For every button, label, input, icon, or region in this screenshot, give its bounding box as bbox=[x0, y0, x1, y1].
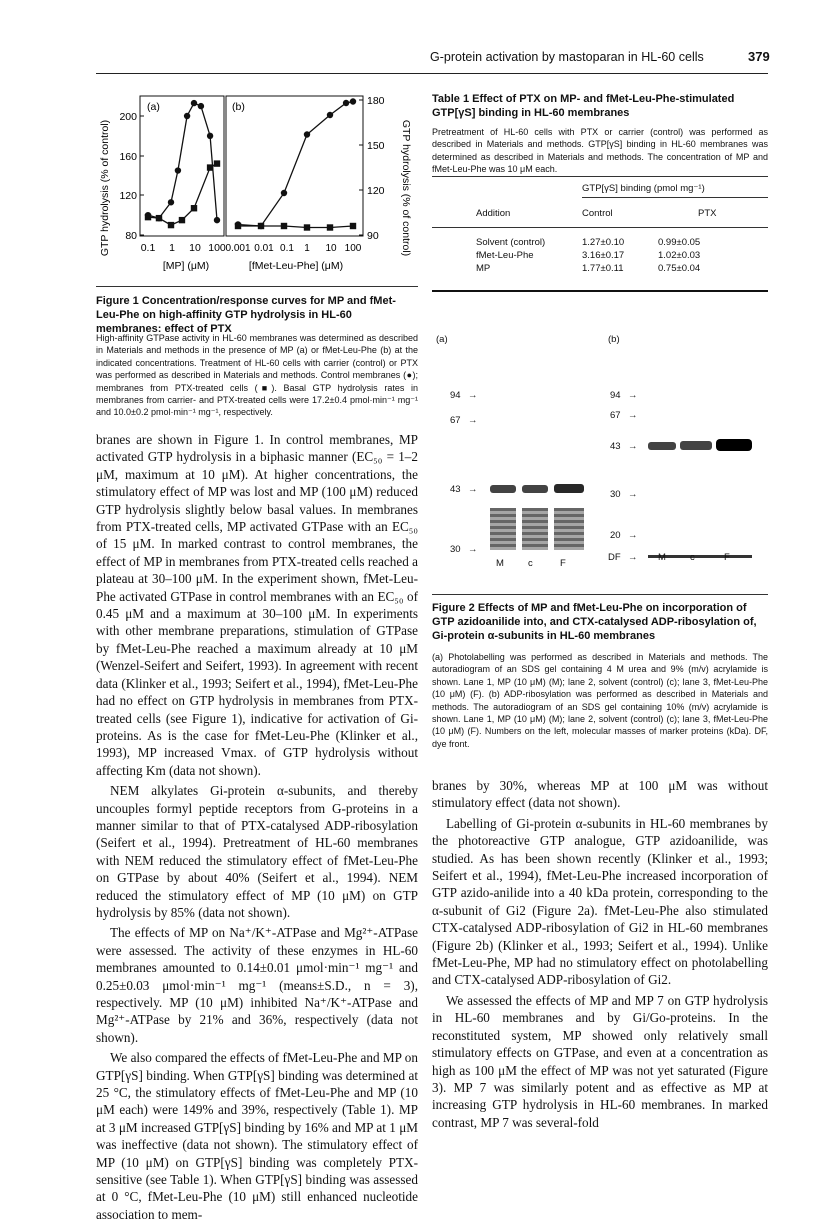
fig2b-marker: 30 bbox=[610, 489, 621, 500]
fig1b-point-control bbox=[350, 98, 356, 104]
fig2b-marker: 43 bbox=[610, 441, 621, 452]
table1-col-header: PTX bbox=[697, 208, 717, 219]
fig2a-arrow: → bbox=[468, 390, 478, 401]
fig1a-ytick: 160 bbox=[119, 151, 137, 163]
header-rule bbox=[96, 73, 768, 74]
fig2b-lane-label: c bbox=[690, 552, 695, 563]
right-column bbox=[432, 777, 768, 1131]
page-number: 379 bbox=[748, 49, 770, 64]
fig2b-panel-label: (b) bbox=[608, 334, 620, 345]
fig1a-point-ptx bbox=[179, 217, 185, 223]
fig2a-marker: 94 bbox=[450, 390, 461, 401]
fig1a-point-control bbox=[175, 167, 181, 173]
table1-cell: 0.99±0.05 bbox=[658, 237, 701, 248]
fig2-caption-title: Figure 2 Effects of MP and fMet-Leu-Phe on incorporation of GTP azidoanilide into, and CTX-catalysed ADP-ribosylation of, Gi-protein α-subunits in HL-60 membranes bbox=[432, 602, 757, 642]
fig2b-marker: DF bbox=[608, 552, 621, 563]
table1-span-header: GTP[γS] binding (pmol mg⁻¹) bbox=[582, 183, 768, 198]
fig1a-point-ptx bbox=[191, 205, 197, 211]
fig1b-point-control bbox=[281, 190, 287, 196]
table1-cell: 1.02±0.03 bbox=[658, 250, 701, 261]
fig1a-xtick: 100 bbox=[208, 242, 226, 254]
fig1b-panel-label: (b) bbox=[232, 101, 245, 113]
fig2b-lane-label: M bbox=[658, 552, 666, 563]
fig1b-series-line-control bbox=[238, 102, 353, 227]
fig1b-ytick: 90 bbox=[367, 230, 379, 242]
fig1a-point-control bbox=[198, 103, 204, 109]
fig2-caption-rule bbox=[432, 594, 768, 595]
gel-b bbox=[644, 390, 756, 560]
fig1b-xticks bbox=[225, 243, 361, 254]
fig2a-panel-label: (a) bbox=[436, 334, 448, 345]
fig1-caption-rule bbox=[96, 286, 418, 287]
fig2a-lane-label: M bbox=[496, 558, 504, 569]
table-row bbox=[432, 236, 768, 249]
fig2a-lane-label: c bbox=[528, 558, 533, 569]
left-column bbox=[96, 431, 418, 1223]
table1 bbox=[432, 176, 768, 275]
gel-a bbox=[484, 390, 590, 560]
fig1-ylabel-right: GTP hydrolysis (% of control) bbox=[400, 119, 412, 257]
fig2-caption-body: (a) Photolabelling was performed as described in Materials and methods. The autoradiogram of an SDS gel containing 4 M urea and 9% (m/v) acrylamide is shown. Lane 1, MP (10 μM) (M); lane 2, solvent (control) (c); lane 3, fMet-Leu-Phe (10 μM) (F). (b) ADP-ribosylation was performed as described in Materials and methods. The autoradiogram of an SDS gel containing 10% (m/v) acrylamide is shown. Lane 1, MP (10 μM) (M); lane 2, solvent (control) (c); lane 3, fMet-Leu-Phe (10 μM) (F). Numbers on the left, molecular masses of marker proteins (kDa). DF, dye front. bbox=[432, 652, 768, 749]
fig2a-arrow: → bbox=[468, 415, 478, 426]
fig1b-xtick: 10 bbox=[325, 243, 337, 254]
fig1a-point-control bbox=[214, 217, 220, 223]
fig1a-ytick: 120 bbox=[119, 190, 137, 202]
left-paragraph: We also compared the effects of fMet-Leu-Phe and MP on GTP[γS] binding. When GTP[γS] binding was determined at 25 °C, the stimulatory effects of fMet-Leu-Phe and MP (10 μM each) were 149% and 39%, respectively (Table 1). MP at 3 μM increased GTP[γS] binding by 16% and MP at 1 μM was ineffective (data not shown). The stimulatory effect of MP (10 μM) on GTP[γS] binding was completely PTX-sensitive (see Table 1). When GTP[γS] binding was assessed at 0 °C, fMet-Leu-Phe (10 μM) still enhanced nucleotide association to mem- bbox=[96, 1050, 418, 1222]
fig1b-series-line-ptx bbox=[238, 226, 353, 228]
table1-cell: 0.75±0.04 bbox=[658, 263, 701, 274]
fig1a-xticks bbox=[141, 242, 226, 254]
table1-note: Pretreatment of HL-60 cells with PTX or carrier (control) was performed as described in Materials and methods. GTP[γS] binding in HL-60 membranes was determined as described in Materials and methods. The concentration of MP and fMet-Leu-Phe was 10 μM each. bbox=[432, 127, 768, 175]
fig1a-point-ptx bbox=[168, 222, 174, 228]
fig1a-xtick: 10 bbox=[189, 242, 201, 254]
fig1b-point-ptx bbox=[304, 224, 310, 230]
fig1-caption-body: High-affinity GTPase activity in HL-60 membranes was determined as described in Materials and methods in the presence of MP (a) or fMet-Leu-Phe (b) at the indicated concentrations. Treatment of HL-60 cells with carrier (control) or PTX was performed as described in Materials and methods. Control membranes (●); membranes from PTX-treated cells (■). Basal GTP hydrolysis rates in membranes from carrier- and PTX-treated cells were 17.2±0.4 pmol·min⁻¹ mg⁻¹ and 10.0±0.2 pmol·min⁻¹ mg⁻¹, respectively. bbox=[96, 333, 418, 418]
fig1b-point-ptx bbox=[327, 224, 333, 230]
table1-cell: 1.77±0.11 bbox=[582, 263, 624, 274]
fig2b-arrow: → bbox=[628, 530, 638, 541]
fig1b-point-control bbox=[304, 131, 310, 137]
fig1a-point-ptx bbox=[156, 215, 162, 221]
fig2b-lane-label: F bbox=[724, 552, 730, 563]
fig2a-lane-label: F bbox=[560, 558, 566, 569]
table1-cell: Solvent (control) bbox=[476, 237, 546, 248]
fig2a-arrow: → bbox=[468, 484, 478, 495]
fig1b-point-ptx bbox=[235, 223, 241, 229]
fig1-caption-title: Figure 1 Concentration/response curves for MP and fMet-Leu-Phe on high-affinity GTP hydrolysis in HL-60 membranes: effect of PTX bbox=[96, 295, 396, 335]
fig1b-point-control bbox=[343, 100, 349, 106]
fig2a-marker: 67 bbox=[450, 415, 461, 426]
fig1a-point-control bbox=[207, 133, 213, 139]
table1-cell: MP bbox=[476, 263, 491, 274]
table1-cell: fMet-Leu-Phe bbox=[476, 250, 534, 261]
fig1-ylabel-left: GTP hydrolysis (% of control) bbox=[99, 119, 111, 257]
fig2b-marker: 94 bbox=[610, 390, 621, 401]
fig1a-point-ptx bbox=[207, 164, 213, 170]
fig2b-marker: 67 bbox=[610, 410, 621, 421]
fig1a-point-control bbox=[191, 100, 197, 106]
fig1b-point-ptx bbox=[258, 223, 264, 229]
fig1a-ytick: 200 bbox=[119, 111, 137, 123]
table1-col-header: Control bbox=[582, 208, 613, 219]
left-paragraph: branes are shown in Figure 1. In control membranes, MP activated GTP hydrolysis in a biphasic manner (EC₅₀ = 1–2 μM, maximum at 10 μM). At higher concentrations, the stimulatory effect of MP was lost and MP (100 μM) reduced GTP hydrolysis slightly below basal values. In membranes from PTX-treated cells, MP activated GTPase with an EC₅₀ of 15 μM. In marked contrast to control membranes, the effect of MP in membranes from PTX-treated cells reached a plateau at 30–100 μM. In the experiment shown, fMet-Leu-Phe activated GTPase in control membranes with an EC₅₀ of 0.45 μM and a maximum at 30–100 μM. In experiments with other membrane preparations, stimulation of GTPase by fMet-Leu-Phe reached a maximum already at 10 μM (Wenzel-Seifert and Seifert, 1993). In agreement with recent data (Klinker et al., 1993; Seifert et al., 1994), fMet-Leu-Phe had no effect on GTP hydrolysis in membranes from PTX-treated cells (see Figure 1), indicative for activation of Gi-proteins. As is the case for fMet-Leu-Phe (Klinker et al., 1993), MP increased Vmax. of GTP hydrolysis without affecting Km (data not shown). bbox=[96, 432, 418, 778]
fig1b-xtick: 0.01 bbox=[254, 243, 274, 254]
fig1a-xtick: 1 bbox=[169, 242, 175, 254]
fig1b-point-ptx bbox=[350, 223, 356, 229]
table1-title: Table 1 Effect of PTX on MP- and fMet-Leu-Phe-stimulated GTP[γS] binding in HL-60 membranes bbox=[432, 93, 735, 119]
fig2a-marker: 30 bbox=[450, 544, 461, 555]
fig1b-xtick: 100 bbox=[344, 243, 362, 254]
fig2b-arrow: → bbox=[628, 390, 638, 401]
fig1a-series-line-control bbox=[148, 103, 217, 220]
fig1a-panel-label: (a) bbox=[147, 101, 160, 113]
fig1b-xtick: 0.1 bbox=[280, 243, 294, 254]
fig1a-xlabel: [MP] (μM) bbox=[162, 260, 210, 272]
fig1b-xtick: 1 bbox=[304, 243, 310, 254]
fig1a-point-control bbox=[184, 113, 190, 119]
fig2b-arrow: → bbox=[628, 441, 638, 452]
fig1a-point-ptx bbox=[145, 214, 151, 220]
fig2b-marker: 20 bbox=[610, 530, 621, 541]
fig1a-ytick: 80 bbox=[125, 230, 137, 242]
table1-bottom-rule bbox=[432, 290, 768, 292]
table1-cell: 1.27±0.10 bbox=[582, 237, 625, 248]
table-row bbox=[432, 249, 768, 262]
fig2b-arrow: → bbox=[628, 489, 638, 500]
fig1a-point-control bbox=[168, 199, 174, 205]
fig1b-point-control bbox=[327, 112, 333, 118]
right-paragraph: branes by 30%, whereas MP at 100 μM was without stimulatory effect (data not shown). bbox=[432, 778, 768, 811]
fig2b-arrow: → bbox=[628, 410, 638, 421]
running-title: G-protein activation by mastoparan in HL-60 cells bbox=[430, 50, 704, 64]
left-paragraph: The effects of MP on Na⁺/K⁺-ATPase and Mg²⁺-ATPase were assessed. The activity of these enzymes in HL-60 membranes amounted to 0.14±0.01 μmol·min⁻¹ mg⁻¹ and 0.25±0.03 μmol·min⁻¹ mg⁻¹ (means±S.D., n = 3), respectively. MP (10 μM) inhibited Na⁺/K⁺-ATPase and Mg²⁺-ATPase by 21% and 36%, respectively (data not shown). bbox=[96, 925, 418, 1045]
fig1b-ytick: 150 bbox=[367, 140, 385, 152]
table1-col-header: Addition bbox=[476, 207, 511, 219]
fig1b-xlabel: [fMet-Leu-Phe] (μM) bbox=[248, 260, 344, 272]
right-paragraph: Labelling of Gi-protein α-subunits in HL-60 membranes by the photoreactive GTP analogue, GTP azidoanilide, was studied. As has been shown recently (Klinker et al., 1993; Seifert et al., 1994), fMet-Leu-Phe increased incorporation of GTP azido-anilide into a 40 kDa protein, corresponding to the α-subunit of Gi2 (Figure 2a). fMet-Leu-Phe also stimulated CTX-catalysed ADP-ribosylation of Gi2 in HL-60 membranes (Figure 2b) (Klinker et al., 1993; Seifert et al., 1994). Unlike fMet-Leu-Phe, MP had no stimulatory effect on photolabelling and CTX-catalysed ADP-ribosylation of Gi2. bbox=[432, 815, 768, 988]
figure1-chart bbox=[96, 88, 414, 278]
fig2a-arrow: → bbox=[468, 544, 478, 555]
fig1b-xtick: 0.001 bbox=[225, 243, 251, 254]
table1-cell: 3.16±0.17 bbox=[582, 250, 625, 261]
fig1a-xtick: 0.1 bbox=[140, 242, 156, 254]
figure2-gels bbox=[432, 330, 768, 600]
table-row bbox=[432, 262, 768, 275]
fig2b-arrow: → bbox=[628, 552, 638, 563]
fig1b-point-ptx bbox=[281, 223, 287, 229]
left-paragraph: NEM alkylates Gi-protein α-subunits, and thereby uncouples formyl peptide receptors from G-proteins in a manner similar to that of PTX-catalysed ADP-ribosylation (Seifert et al., 1994). Pretreatment of HL-60 membranes with NEM reduced the stimulatory effect of fMet-Leu-Phe on GTPase by about 40% (Seifert et al., 1994). NEM reduced the stimulatory effect of MP (10 μM) on GTP hydrolysis by 85% (data not shown). bbox=[96, 783, 418, 920]
fig2a-marker: 43 bbox=[450, 484, 461, 495]
fig1b-ytick: 120 bbox=[367, 185, 385, 197]
right-paragraph: We assessed the effects of MP and MP 7 on GTP hydrolysis in HL-60 membranes and by Gi/Go-proteins. In the reconstituted system, MP showed only relatively small stimulatory effects on GTPase, and even at a concentration as high as 100 μM the effect of MP was not yet saturated (Figure 3). MP 7 was similarly potent and as effective as MP at increasing GTP hydrolysis in HL-60 membranes. In marked contrast, MP 7 was several-fold bbox=[432, 992, 768, 1130]
fig1b-ytick: 180 bbox=[367, 95, 385, 107]
fig1a-point-ptx bbox=[214, 160, 220, 166]
